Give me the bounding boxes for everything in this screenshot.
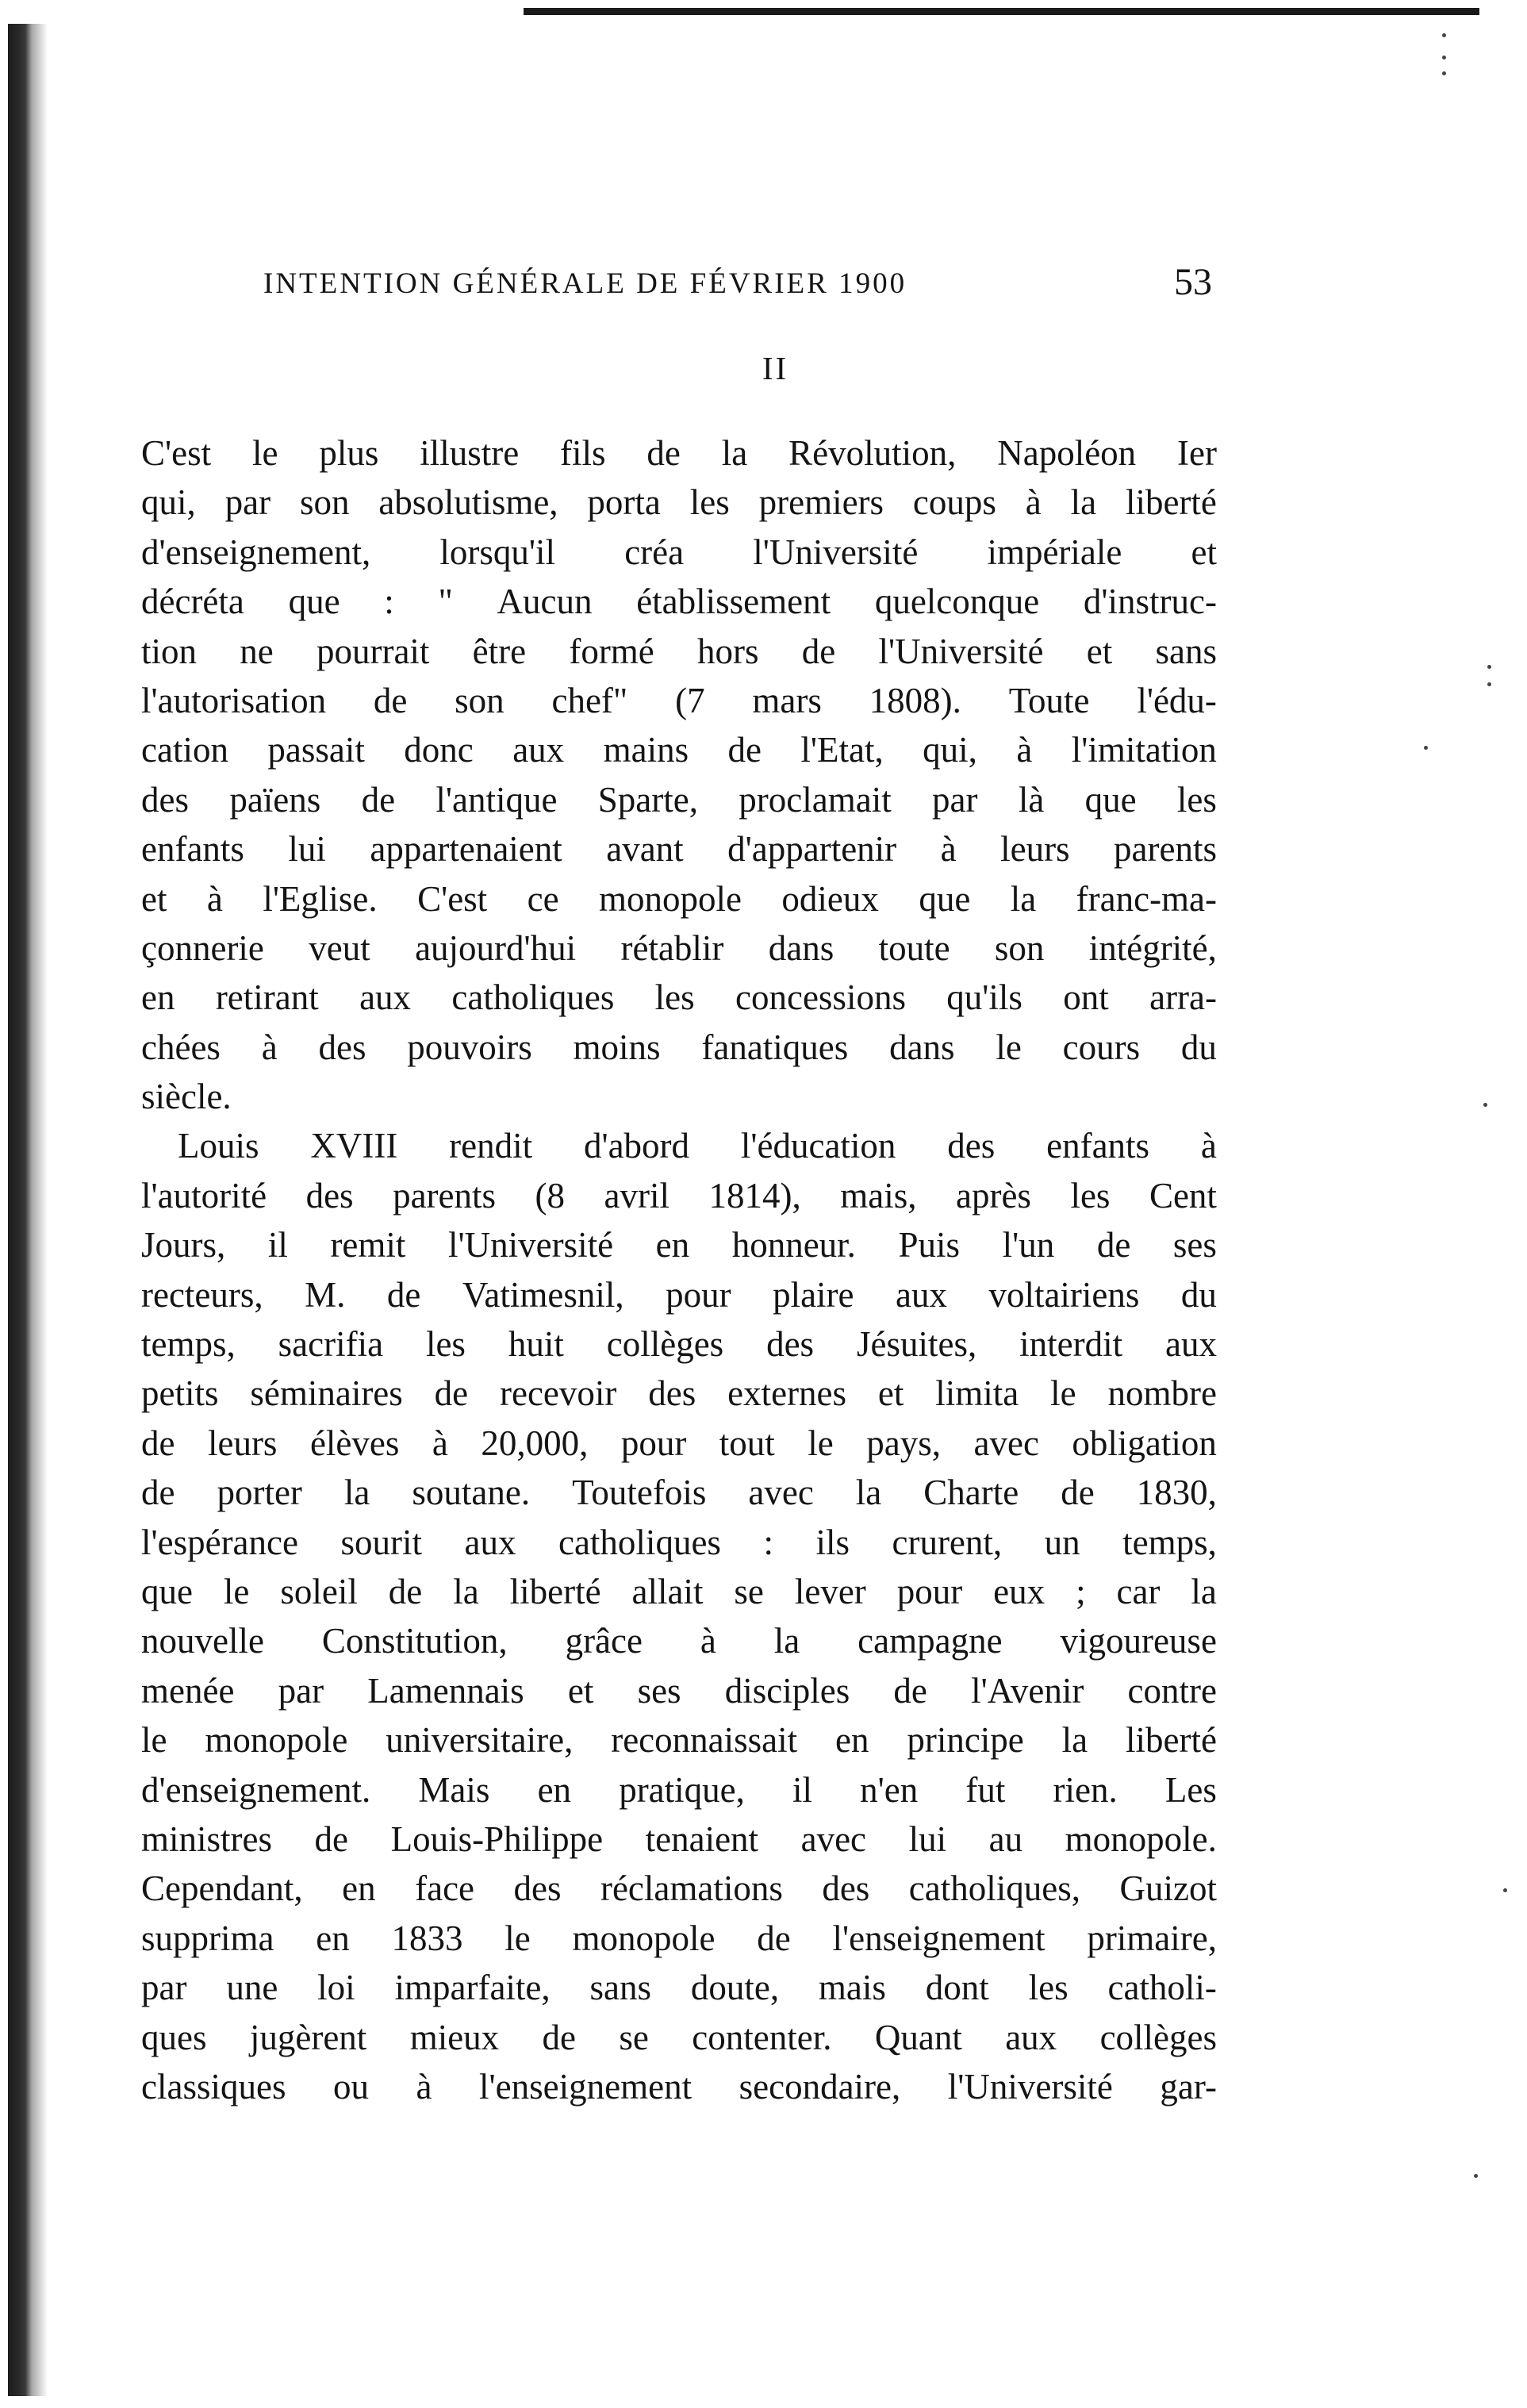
- text-line: enfants lui appartenaient avant d'appartenir à leurs parents: [141, 829, 1217, 870]
- margin-speck: [1503, 1888, 1507, 1892]
- text-line: et à l'Eglise. C'est ce monopole odieux que la franc-ma-: [141, 878, 1217, 919]
- paragraph: [141, 428, 1217, 1121]
- text-line: décréta que : " Aucun établissement quelconque d'instruc-: [141, 582, 1217, 622]
- text-line: par une loi imparfaite, sans doute, mais dont les catholi-: [141, 1968, 1217, 2008]
- text-line: Cependant, en face des réclamations des catholiques, Guizot: [141, 1868, 1217, 1909]
- body-text: [141, 428, 1217, 2111]
- text-line: le monopole universitaire, reconnaissait en principe la liberté: [141, 1720, 1217, 1761]
- text-line: C'est le plus illustre fils de la Révolution, Napoléon Ier: [141, 433, 1217, 473]
- margin-speck: [1487, 682, 1491, 686]
- text-line: cation passait donc aux mains de l'Etat, qui, à l'imitation: [141, 730, 1217, 770]
- margin-speck: [1442, 56, 1446, 60]
- text-line: supprima en 1833 le monopole de l'enseignement primaire,: [141, 1918, 1217, 1958]
- section-number: II: [762, 350, 789, 386]
- text-line: en retirant aux catholiques les concessions qu'ils ont arra-: [141, 977, 1217, 1018]
- text-line: Louis XVIII rendit d'abord l'éducation des enfants à: [178, 1126, 1217, 1166]
- running-head: INTENTION GÉNÉRALE DE FÉVRIER 1900: [263, 267, 907, 300]
- text-line: d'enseignement, lorsqu'il créa l'Université impériale et: [141, 532, 1217, 572]
- text-line: ques jugèrent mieux de se contenter. Quant aux collèges: [141, 2017, 1217, 2057]
- text-line: classiques ou à l'enseignement secondaire, l'Université gar-: [141, 2066, 1217, 2107]
- text-line: Jours, il remit l'Université en honneur. Puis l'un de ses: [141, 1225, 1217, 1265]
- margin-speck: [1474, 2174, 1478, 2178]
- text-line: que le soleil de la liberté allait se lever pour eux ; car la: [141, 1571, 1217, 1611]
- text-line: nouvelle Constitution, grâce à la campagne vigoureuse: [141, 1621, 1217, 1661]
- text-line: temps, sacrifia les huit collèges des Jésuites, interdit aux: [141, 1324, 1217, 1365]
- margin-speck: [1424, 746, 1428, 750]
- top-edge-rule: [524, 8, 1479, 15]
- text-line: chées à des pouvoirs moins fanatiques dans le cours du: [141, 1027, 1217, 1067]
- margin-speck: [1442, 33, 1446, 37]
- text-line: l'autorité des parents (8 avril 1814), mais, après les Cent: [141, 1175, 1217, 1216]
- page-number: 53: [1174, 261, 1212, 303]
- text-line: ministres de Louis-Philippe tenaient avec lui au monopole.: [141, 1818, 1217, 1859]
- text-line: recteurs, M. de Vatimesnil, pour plaire aux voltairiens du: [141, 1274, 1217, 1315]
- text-line: d'enseignement. Mais en pratique, il n'en fut rien. Les: [141, 1769, 1217, 1810]
- text-line: qui, par son absolutisme, porta les premiers coups à la liberté: [141, 482, 1217, 523]
- margin-speck: [1442, 71, 1446, 75]
- text-line: menée par Lamennais et ses disciples de l'Avenir contre: [141, 1670, 1217, 1711]
- text-line: des païens de l'antique Sparte, proclamait par là que les: [141, 779, 1217, 820]
- text-line: tion ne pourrait être formé hors de l'Université et sans: [141, 631, 1217, 671]
- text-line: petits séminaires de recevoir des externes et limita le nombre: [141, 1373, 1217, 1414]
- margin-speck: [1483, 1103, 1487, 1107]
- page-header: [263, 260, 1212, 316]
- text-line: de leurs élèves à 20,000, pour tout le pays, avec obligation: [141, 1423, 1217, 1463]
- text-line: de porter la soutane. Toutefois avec la Charte de 1830,: [141, 1473, 1217, 1513]
- text-line: siècle.: [141, 1077, 232, 1117]
- text-line: çonnerie veut aujourd'hui rétablir dans toute son intégrité,: [141, 927, 1217, 968]
- paragraph: [141, 1121, 1217, 2111]
- text-line: l'autorisation de son chef" (7 mars 1808). Toute l'édu-: [141, 680, 1217, 720]
- margin-speck: [1487, 665, 1491, 669]
- text-line: l'espérance sourit aux catholiques : ils crurent, un temps,: [141, 1522, 1217, 1562]
